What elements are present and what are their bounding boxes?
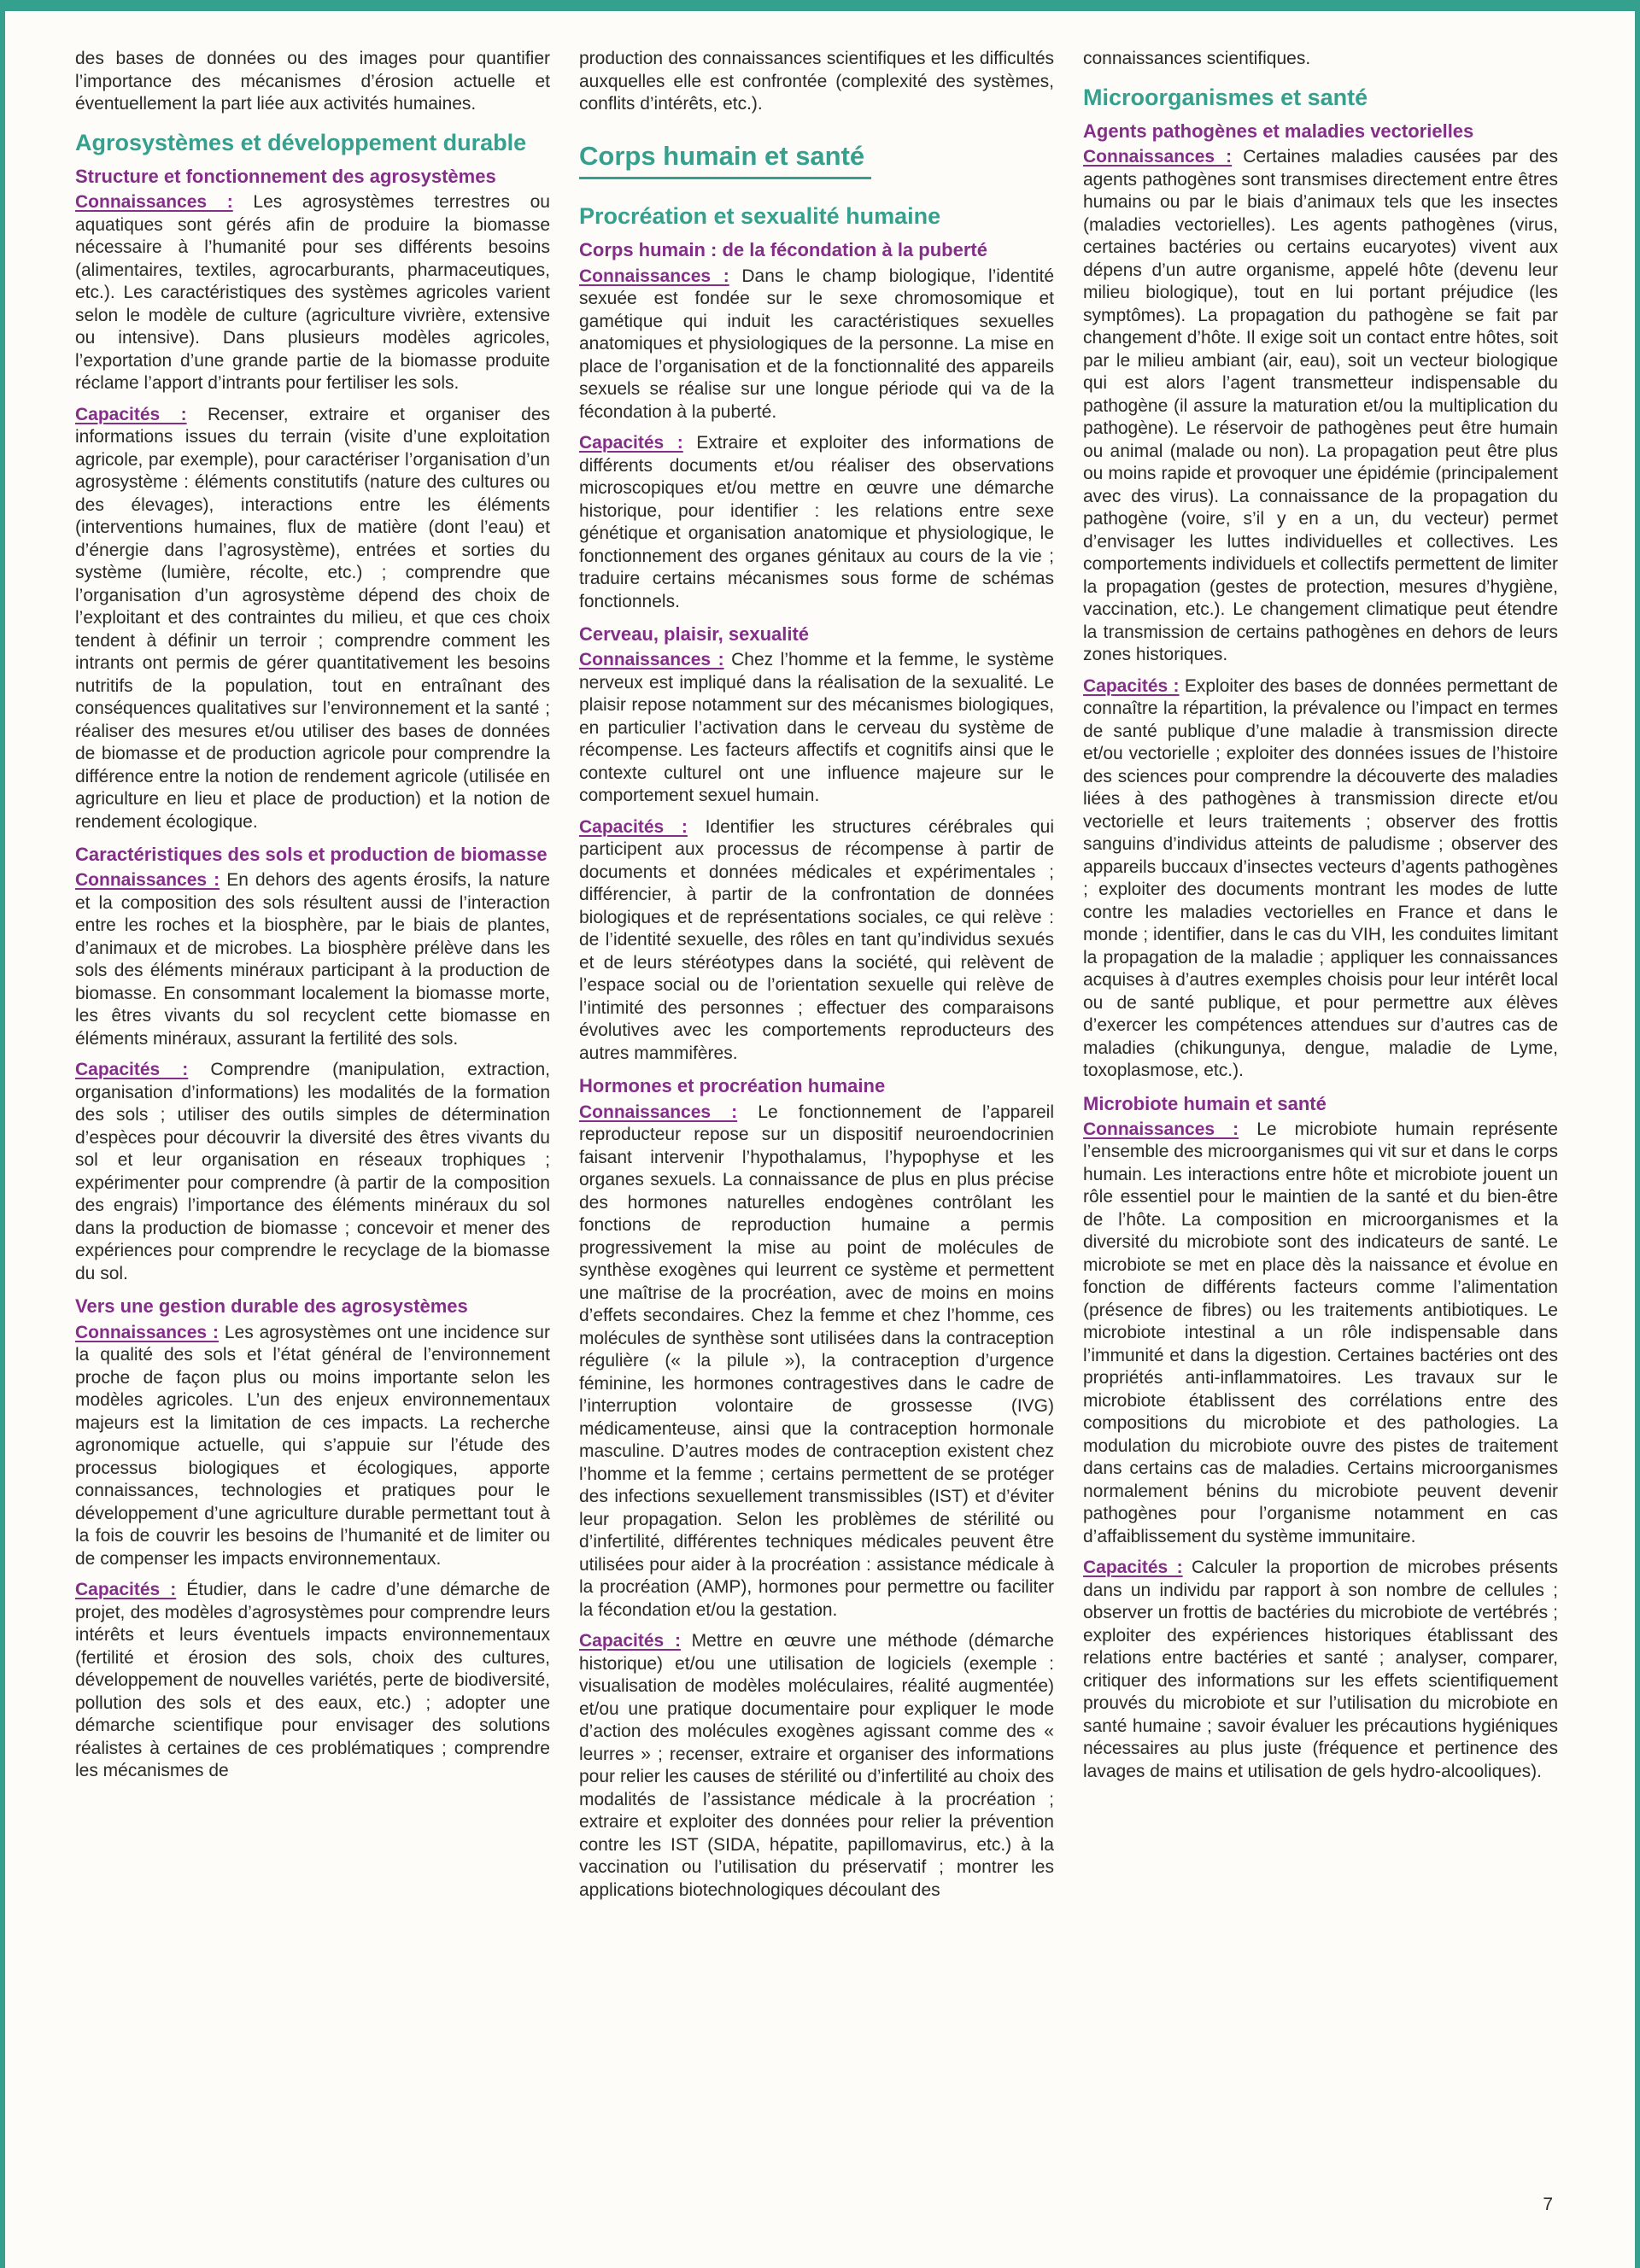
paragraph-text: Le microbiote humain représente l’ensemble des microorganismes qui vit sur et dans le corps humain. Les interactions entre hôte et microbiote jouent un rôle essentiel pour le maintien de la santé et du bien-être de l’hôte. La composition en microorganismes et la diversité du microbiote sont des indicateurs de santé. Le microbiote se met en place dès la naissance et évolue en fonction de différents facteurs comme l’alimentation (présence de fibres) ou les traitements antibiotiques. Le microbiote intestinal a un rôle indispensable dans l’immunité et dans la digestion. Certaines bactéries ont des propriétés anti-inflammatoires. Les travaux sur le microbiote établissent des corrélations entre des compositions du microbiote et des pathologies. La modulation du microbiote ouvre des pistes de traitement dans certains cas de maladies. Certains microorganismes normalement bénins du microbiote peuvent devenir pathogènes pour l’organisme notamment en cas d’affaiblissement du système immunitaire. bbox=[1083, 1119, 1558, 1546]
capacites-paragraph bbox=[579, 816, 1054, 1066]
connaissances-paragraph bbox=[579, 266, 1054, 424]
section-title: Caractéristiques des sols et production de biomasse bbox=[75, 844, 548, 866]
capacites-label: Capacités : bbox=[75, 1060, 189, 1080]
column-3 bbox=[1083, 48, 1558, 1910]
capacites-label: Capacités : bbox=[579, 816, 688, 837]
theme-title: Corps humain et santé bbox=[579, 142, 871, 179]
subtheme-title: Agrosystèmes et développement durable bbox=[75, 129, 527, 155]
connaissances-label: Connaissances : bbox=[75, 1322, 219, 1342]
connaissances-paragraph bbox=[75, 869, 550, 1050]
page-number: 7 bbox=[1543, 2195, 1553, 2214]
section-title: Vers une gestion durable des agrosystèmes bbox=[75, 1295, 468, 1318]
paragraph-text: En dehors des agents érosifs, la nature et la composition des sols résultent aussi de l’interaction entre les roches et la biosphère, par le biais de plantes, d’animaux et de microbes. La biosphère prélève dans les sols des éléments minéraux participant à la production de biomasse. En consommant localement la biomasse morte, les êtres vivants du sol recyclent cette biomasse en éléments minéraux, assurant la fertilité des sols. bbox=[75, 870, 550, 1049]
section-title: Hormones et procréation humaine bbox=[579, 1075, 886, 1097]
capacites-paragraph bbox=[579, 432, 1054, 613]
capacites-label: Capacités : bbox=[75, 404, 187, 424]
page-top-border bbox=[0, 0, 1640, 11]
section-title: Cerveau, plaisir, sexualité bbox=[579, 623, 810, 645]
paragraph-text: Recenser, extraire et organiser des informations issues du terrain (visite d’une exploitation agricole, par exemple), pour caractériser l’organisation d’un agrosystème : éléments constitutifs (nature des cultures ou des élevages), interactions entre les éléments (interventions humaines, flux de matière (dont l’eau) et d’énergie dans l’agrosystème), entrées et sorties du système (lumière, récolte, etc.) ; comprendre que l’organisation d’un agrosystème dépend des choix de l’exploitant et des contraintes du milieu, et que ces choix tendent à définir un terroir ; comprendre comment les intrants ont permis de gérer quantitativement les besoins nutritifs de la population, tout en entraînant des conséquences qualitatives sur l’environnement et la santé ; réaliser des mesures et/ou utiliser des bases de données de biomasse et de production agricole pour comprendre la différence entre la notion de rendement agricole (utilisée en agriculture en lieu et place de production) et la notion de rendement écologique. bbox=[75, 404, 550, 832]
connaissances-label: Connaissances : bbox=[1083, 1119, 1239, 1139]
continuation-paragraph: production des connaissances scientifiques et les difficultés auxquelles elle est confrontée (complexité des systèmes, conflits d’intérêts, etc.). bbox=[579, 49, 1054, 114]
paragraph-text: Calculer la proportion de microbes présents dans un individu par rapport à son nombre de cellules ; observer un frottis de bactéries du microbiote de vertébrés ; exploiter des expériences historiques établissant des relations entre bactéries et santé ; analyser, comparer, critiquer des informations sur les effets scientifiquement prouvés du microbiote et sur l’utilisation du microbiote en santé humaine ; savoir évaluer les précautions hygiéniques nécessaires au plus juste (fréquence et pertinence des lavages de mains et utilisation de gels hydro-alcooliques). bbox=[1083, 1558, 1559, 1781]
paragraph-text: Le fonctionnement de l’appareil reproducteur repose sur un dispositif neuroendocrinien faisant intervenir l’hypothalamus, l’hypophyse et les organes sexuels. La connaissance de plus en plus précise des hormones naturelles endogènes contrôlant les fonctions de reproduction humaine a permis progressivement la mise au point de molécules de synthèse exogènes qui leurrent ce système et permettent une maîtrise de la procréation, avec de moins en moins d’effets secondaires. Chez la femme et chez l’homme, ces molécules de synthèse sont utilisées dans la contraception régulière (« la pilule »), la contraception d’urgence féminine, les hormones contragestives dans le cadre de l’interruption volontaire de grossesse (IVG) médicamenteuse, ainsi que la contraception hormonale masculine. D’autres modes de contraception existent chez l’homme et la femme ; certains permettent de se protéger des infections sexuellement transmissibles (IST) et d’éviter leur propagation. Selon les problèmes de stérilité ou d’infertilité, différentes techniques médicales peuvent être utilisées pour aider à la procréation : assistance médicale à la procréation (AMP), hormones pour permettre ou faciliter la fécondation et/ou la gestation. bbox=[579, 1102, 1054, 1620]
capacites-label: Capacités : bbox=[1083, 675, 1180, 696]
paragraph-text: Les agrosystèmes ont une incidence sur la qualité des sols et l’état général de l’environnement proche de façon plus ou moins importante selon les modèles agricoles. L’un des enjeux environnementaux majeurs est la limitation de ces impacts. La recherche agronomique actuelle, qui s’appuie sur l’étude des processus biologiques et écologiques, apporte connaissances, technologies et pratiques pour le développement d’une agriculture durable permettant tout à la fois de couvrir les besoins de l’humanité et de limiter ou de compenser les impacts environnementaux. bbox=[75, 1322, 550, 1569]
subtheme-title: Procréation et sexualité humaine bbox=[579, 202, 941, 229]
capacites-paragraph bbox=[75, 1059, 550, 1285]
paragraph-text: Certaines maladies causées par des agents pathogènes sont transmises directement entre êtres humains ou par le biais d’animaux tels que les insectes (maladies vectorielles). Les agents pathogènes (virus, certaines bactéries ou certains eucaryotes) vivent aux dépens d’un autre organisme, appelé hôte (devenu leur milieu biologique), tout en lui portant préjudice (les symptômes). La propagation du pathogène se fait par changement d’hôte. Il exige soit un contact entre hôtes, soit par le milieu ambiant (air, eau), soit un vecteur biologique qui est alors l’agent transmetteur indispensable du pathogène (il assure la maturation et/ou la multiplication du pathogène). Le réservoir de pathogènes peut être humain ou animal (malade ou non). La propagation peut être plus ou moins rapide et provoquer une épidémie (principalement avec des virus). La connaissance de la propagation du pathogène (voire, s’il y en a un, du vecteur) permet d’envisager les luttes individuelles et collectives. Les comportements individuels et collectifs permettent de limiter la propagation (gestes de protection, mesures d’hygiène, vaccination, etc.). Le changement climatique peut étendre la transmission de certains pathogènes en dehors de leurs zones historiques. bbox=[1083, 147, 1558, 665]
connaissances-paragraph bbox=[75, 191, 550, 395]
paragraph-text: Étudier, dans le cadre d’une démarche de projet, des modèles d’agrosystèmes pour comprendre leurs intérêts et leurs éventuels impacts environnementaux (fertilité et érosion des sols, choix des cultures, développement de nouvelles variétés, perte de biodiversité, pollution des sols et des eaux, etc.) ; adopter une démarche scientifique pour envisager des solutions réalistes à certaines de ces problématiques ; comprendre les mécanismes de bbox=[75, 1580, 550, 1781]
page-left-border bbox=[0, 0, 5, 2268]
section-title: Agents pathogènes et maladies vectorielles bbox=[1083, 120, 1474, 142]
connaissances-paragraph bbox=[579, 1102, 1054, 1622]
capacites-label: Capacités : bbox=[579, 1631, 681, 1651]
connaissances-paragraph bbox=[1083, 146, 1558, 667]
section-title: Structure et fonctionnement des agrosystèmes bbox=[75, 165, 496, 187]
connaissances-paragraph bbox=[579, 649, 1054, 808]
connaissances-label: Connaissances : bbox=[1083, 147, 1233, 167]
column-2 bbox=[579, 48, 1054, 1910]
paragraph-text: Chez l’homme et la femme, le système nerveux est impliqué dans la réalisation de la sexualité. Le plaisir repose notamment sur des mécanismes biologiques, en particulier l’activation dans le cerveau du système de récompense. Les facteurs affectifs et cognitifs ainsi que le contexte culturel ont une influence majeure sur le comportement sexuel humain. bbox=[579, 650, 1054, 806]
capacites-label: Capacités : bbox=[579, 433, 683, 453]
connaissances-paragraph bbox=[1083, 1119, 1558, 1549]
section-title: Corps humain : de la fécondation à la puberté bbox=[579, 239, 987, 261]
paragraph-text: Comprendre (manipulation, extraction, organisation d’informations) les modalités de la formation des sols ; utiliser des outils simples de détermination d’espèces pour découvrir la diversité des êtres vivants du sol et leur organisation en réseaux trophiques ; expérimenter pour comprendre (à partir de la composition des engrais) l’importance des éléments minéraux du sol dans la production de biomasse ; concevoir et mener des expériences pour comprendre le recyclage de la biomasse du sol. bbox=[75, 1060, 550, 1283]
connaissances-label: Connaissances : bbox=[75, 192, 233, 213]
capacites-paragraph bbox=[579, 1630, 1054, 1902]
continuation-paragraph: des bases de données ou des images pour quantifier l’importance des mécanismes d’érosion actuelle et éventuellement la part liée aux activités humaines. bbox=[75, 49, 550, 114]
paragraph-text: Extraire et exploiter des informations de différents documents et/ou réaliser des observations microscopiques et/ou mettre en œuvre une démarche historique, pour identifier : les relations entre sexe génétique et organisation anatomique et physiologique, le fonctionnement des organes génitaux au cours de la vie ; traduire certains mécanismes sous forme de schémas fonctionnels. bbox=[579, 433, 1054, 611]
capacites-paragraph bbox=[75, 1579, 550, 1783]
paragraph-text: Exploiter des bases de données permettant de connaître la répartition, la prévalence ou l’impact en termes de santé publique d’une maladie à transmission directe et/ou vectorielle ; exploiter des données issues de l’histoire des sciences pour comprendre la découverte des maladies liées à des pathogènes à transmission directe et/ou vectorielle et leurs traitements ; observer des frottis sanguins d’individus atteints de paludisme ; observer des appareils buccaux d’insectes vecteurs d’agents pathogènes ; exploiter des documents montrant les modes de lutte contre les maladies vectorielles en France et dans le monde ; identifier, dans le cas du VIH, les conduites limitant la propagation de la maladie ; appliquer les connaissances acquises à d’autres exemples choisis pour leur intérêt local ou de santé publique, et pour permettre aux élèves d’exercer les compétences attendues sur d’autres cas de maladies (chikungunya, dengue, maladie de Lyme, toxoplasmose, etc.). bbox=[1083, 675, 1558, 1081]
connaissances-label: Connaissances : bbox=[579, 650, 724, 670]
capacites-label: Capacités : bbox=[1083, 1558, 1183, 1578]
paragraph-text: Les agrosystèmes terrestres ou aquatiques sont gérés afin de produire la biomasse nécessaire à l’humanité pour ses différents besoins (alimentaires, textiles, agrocarburants, pharmaceutiques, etc.). Les caractéristiques des systèmes agricoles varient selon le modèle de culture (agriculture vivrière, extensive ou intensive). Dans plusieurs modèles agricoles, l’exportation d’une grande partie de la biomasse produite réclame l’apport d’intrants pour fertiliser les sols. bbox=[75, 192, 550, 394]
column-1 bbox=[75, 48, 550, 1910]
paragraph-text: Mettre en œuvre une méthode (démarche historique) et/ou une utilisation de logiciels (exemple : visualisation de modèles moléculaires, réalité augmentée) et/ou une pratique documentaire pour expliquer le mode d’action des molécules exogènes agissant comme des « leurres » ; recenser, extraire et organiser des informations pour relier les causes de stérilité ou d’infertilité au choix des modalités de l’assistance médicale à la procréation ; extraire et exploiter des données pour relier la prévention contre les IST (SIDA, hépatite, papillomavirus, etc.) à la vaccination ou l’utilisation du préservatif ; montrer les applications biotechnologiques découlant des bbox=[579, 1631, 1054, 1900]
subtheme-title: Microorganismes et santé bbox=[1083, 84, 1368, 110]
section-title: Microbiote humain et santé bbox=[1083, 1092, 1327, 1114]
capacites-paragraph bbox=[1083, 675, 1558, 1083]
page-right-border bbox=[1635, 0, 1640, 2268]
paragraph-text: Dans le champ biologique, l’identité sexuée est fondée sur le sexe chromosomique et gamétique qui induit les caractéristiques sexuelles anatomiques et physiologiques de la personne. La mise en place de l’organisation et de la fonctionnalité des appareils sexuels se réalise sur une longue période qui va de la fécondation à la puberté. bbox=[579, 266, 1054, 422]
continuation-paragraph: connaissances scientifiques. bbox=[1083, 49, 1311, 68]
page-content bbox=[75, 48, 1558, 1910]
capacites-paragraph bbox=[1083, 1557, 1558, 1783]
capacites-paragraph bbox=[75, 404, 550, 834]
connaissances-label: Connaissances : bbox=[75, 870, 220, 891]
connaissances-label: Connaissances : bbox=[579, 1102, 738, 1122]
connaissances-paragraph bbox=[75, 1322, 550, 1571]
paragraph-text: Identifier les structures cérébrales qui participent aux processus de récompense à partir de documents et données médicales et expérimentales ; différencier, à partir de la confrontation de données biologiques et de représentations sociales, ce qui relève : de l’identité sexuelle, des rôles en tant qu’individus sexués et de leurs stéréotypes dans la société, qui relèvent de l’espace social ou de l’orientation sexuelle qui relève de l’intimité des personnes ; effectuer des comparaisons évolutives avec les comportements reproducteurs des autres mammifères. bbox=[579, 816, 1054, 1063]
capacites-label: Capacités : bbox=[75, 1580, 177, 1600]
connaissances-label: Connaissances : bbox=[579, 266, 729, 286]
